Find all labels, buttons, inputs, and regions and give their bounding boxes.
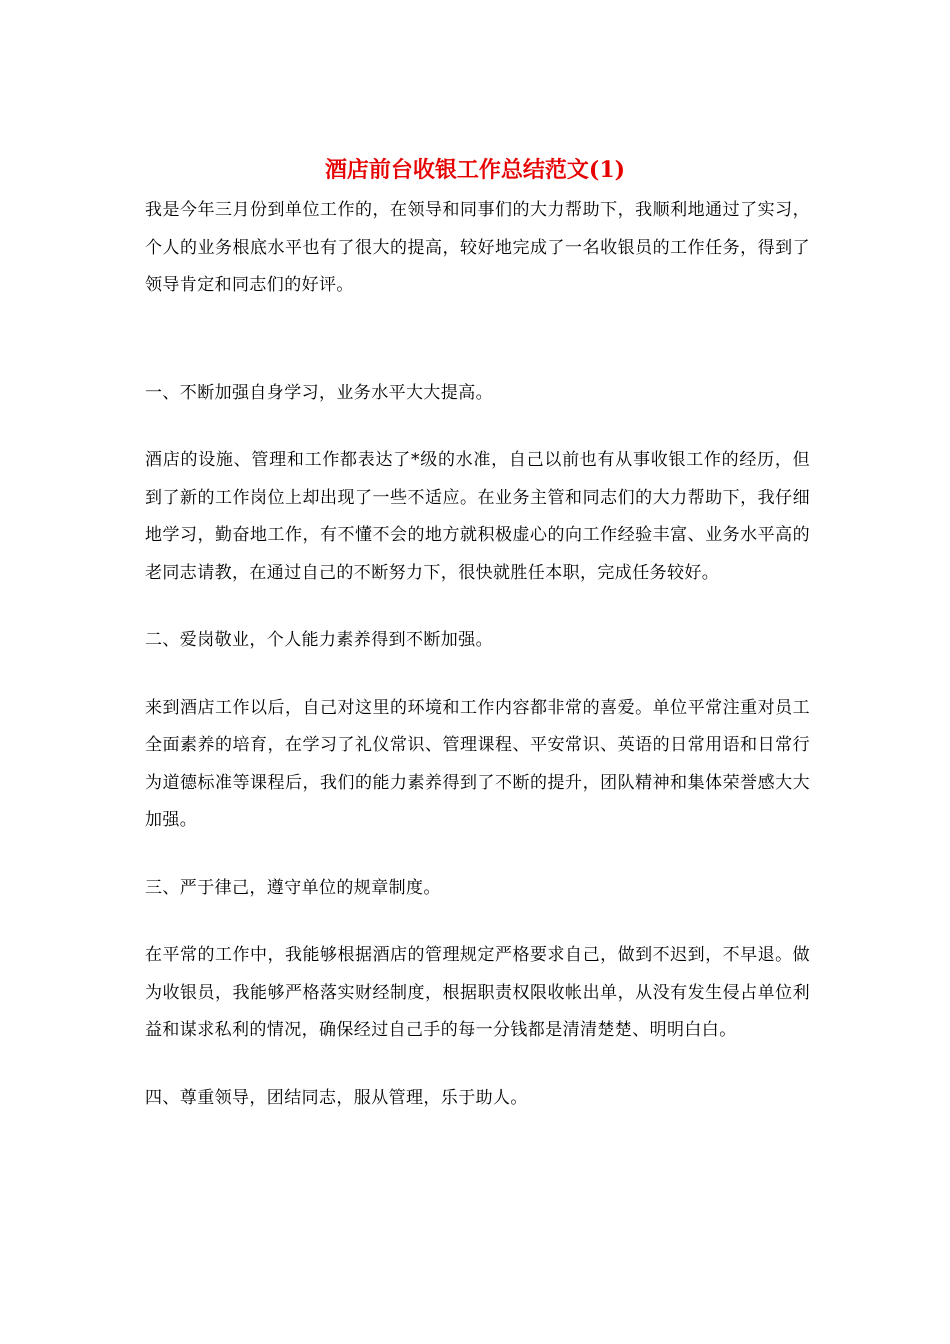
section-heading-1: 一、不断加强自身学习，业务水平大大提高。 bbox=[145, 382, 493, 403]
document-body bbox=[145, 192, 810, 1117]
section-paragraph-3: 在平常的工作中，我能够根据酒店的管理规定严格要求自己，做到不迟到，不早退。做为收银员，我能够严格落实财经制度，根据职责权限收帐出单，从没有发生侵占单位利益和谋求私利的情况，确保经过自己手的每一分钱都是清清楚楚、明明白白。 bbox=[145, 945, 810, 1040]
spacer bbox=[145, 412, 810, 442]
spacer bbox=[145, 907, 810, 937]
spacer bbox=[145, 840, 810, 870]
document-title: 酒店前台收银工作总结范文(1) bbox=[324, 157, 626, 183]
section-paragraph-1: 酒店的设施、管理和工作都表达了*级的水准，自己以前也有从事收银工作的经历，但到了新的工作岗位上却出现了一些不适应。在业务主管和同志们的大力帮助下，我仔细地学习，勤奋地工作，有不懂不会的地方就积极虚心的向工作经验丰富、业务水平高的老同志请教，在通过自己的不断努力下，很快就胜任本职，完成任务较好。 bbox=[145, 450, 810, 583]
spacer bbox=[145, 660, 810, 690]
spacer bbox=[145, 1050, 810, 1080]
section-heading-4: 四、尊重领导，团结同志，服从管理，乐于助人。 bbox=[145, 1087, 528, 1108]
section-paragraph-2: 来到酒店工作以后，自己对这里的环境和工作内容都非常的喜爱。单位平常注重对员工全面素养的培育，在学习了礼仪常识、管理课程、平安常识、英语的日常用语和日常行为道德标准等课程后，我们的能力素养得到了不断的提升，团队精神和集体荣誉感大大加强。 bbox=[145, 697, 810, 830]
intro-paragraph: 我是今年三月份到单位工作的，在领导和同事们的大力帮助下，我顺利地通过了实习，个人的业务根底水平也有了很大的提高，较好地完成了一名收银员的工作任务，得到了领导肯定和同志们的好评。 bbox=[145, 200, 810, 295]
section-heading-2: 二、爱岗敬业，个人能力素养得到不断加强。 bbox=[145, 630, 493, 650]
spacer bbox=[145, 592, 810, 622]
spacer bbox=[145, 305, 810, 375]
section-heading-3: 三、严于律己，遵守单位的规章制度。 bbox=[145, 877, 441, 898]
